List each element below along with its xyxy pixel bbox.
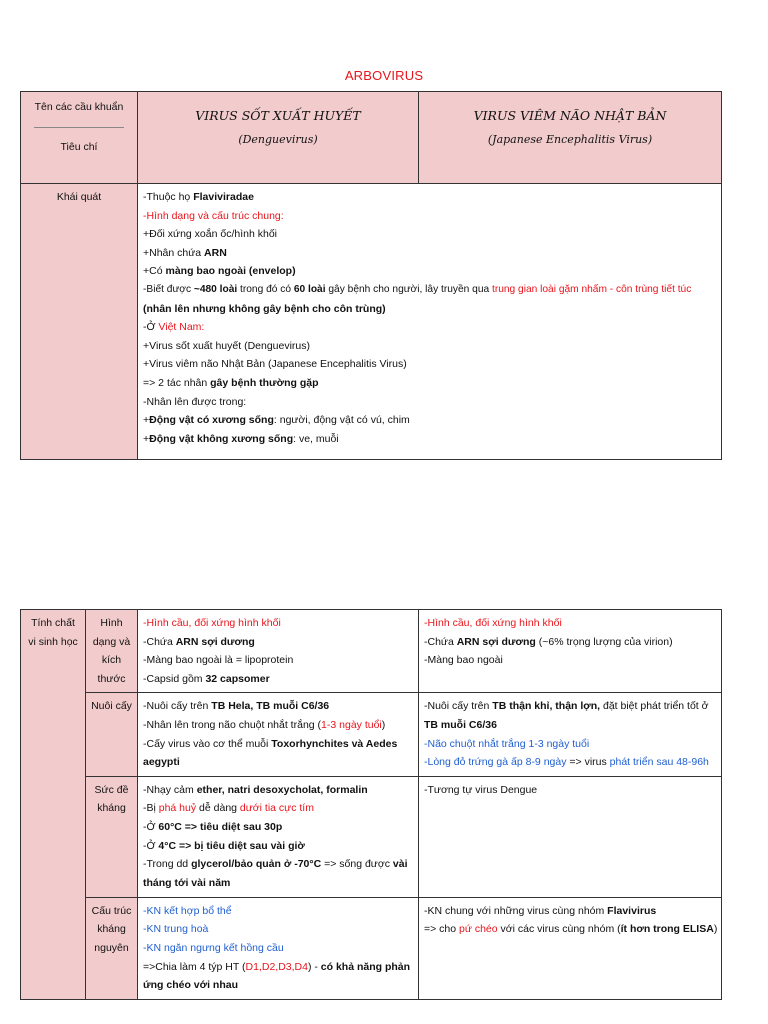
text: : ve, muỗi <box>293 432 339 445</box>
overview-line <box>143 262 716 281</box>
dengue-shape-cell <box>138 610 419 693</box>
text-bold: glycerol/bảo quản ở -70°C <box>191 858 322 871</box>
overview-table <box>20 91 722 460</box>
resistance-line <box>143 799 413 818</box>
text-bold: Toxorhynchites và Aedes aegypti <box>143 737 398 769</box>
dengue-resistance-cell <box>138 776 419 897</box>
culture-row <box>21 693 722 776</box>
shape-line: -Màng bao ngoài là = lipoprotein <box>143 654 294 667</box>
shape-label-cell: Hình dạng và kích thước <box>86 610 138 693</box>
dengue-title: VIRUS SỐT XUẤT HUYẾT <box>195 108 361 123</box>
text: dễ dàng <box>196 802 240 815</box>
text-red: trung gian loài gặm nhấm - côn trùng tiết túc <box>491 283 692 295</box>
culture-label-cell: Nuôi cấy <box>86 693 138 776</box>
overview-line: -Hình dạng và cấu trúc chung: <box>143 209 284 222</box>
text: => sống được <box>321 858 393 871</box>
text-bold: có khả năng phản ứng chéo với nhau <box>143 960 411 992</box>
je-resistance-cell <box>419 776 722 897</box>
text-blue: -Lòng đỏ trứng gà ấp 8-9 ngày <box>424 756 567 769</box>
criteria-bottom-label: Tiêu chí <box>60 140 98 153</box>
overview-line <box>143 318 716 337</box>
text-bold: ARN sợi dương <box>456 635 536 648</box>
text-bold: Động vật không xương sống <box>149 432 294 445</box>
text: ) - <box>307 960 321 973</box>
je-subtitle: (Japanese Encephalitis Virus) <box>487 133 653 146</box>
family-name: Flaviviradae <box>193 191 254 203</box>
text: -Bị <box>143 802 159 815</box>
je-title: VIRUS VIÊM NÃO NHẬT BẢN <box>473 108 667 123</box>
overview-label-cell: Khái quát <box>21 184 138 460</box>
text: ) <box>713 923 718 936</box>
diagonal-divider <box>34 127 124 128</box>
shape-row <box>21 610 722 693</box>
text-bold: Flavivirus <box>607 904 657 917</box>
overview-line: -Nhân lên được trong: <box>143 395 247 408</box>
text: +Nhân chứa <box>143 246 205 259</box>
text-bold: màng bao ngoài (envelop) <box>165 265 296 278</box>
text: + <box>143 432 150 445</box>
antigen-line: -KN ngăn ngưng kết hồng cầu <box>143 941 284 954</box>
biology-label-cell: Tính chất vi sinh học <box>21 610 86 1000</box>
shape-line: -Hình cầu, đối xứng hình khối <box>424 617 562 629</box>
text-bold: ARN <box>204 246 227 259</box>
text: + <box>143 414 150 427</box>
criteria-top-label: Tên các cầu khuẩn <box>34 101 124 113</box>
dengue-header-cell <box>138 92 419 184</box>
text-bold: ether, natri desoxycholat, formalin <box>196 783 368 796</box>
antigen-row <box>21 897 722 999</box>
text-bold: 60 loài <box>293 283 326 295</box>
resistance-line <box>143 837 413 856</box>
text: -Nhạy cảm <box>143 783 197 796</box>
overview-line <box>143 374 716 393</box>
text-bold: ~480 loài <box>193 283 238 295</box>
text: =>Chia làm 4 týp HT ( <box>143 960 246 973</box>
resistance-line <box>143 855 413 892</box>
resistance-row <box>21 776 722 897</box>
text: -Nuôi cấy trên <box>143 700 212 713</box>
overview-line <box>143 281 716 300</box>
text: => cho <box>424 923 460 936</box>
text-red: pứ chéo <box>459 923 498 936</box>
dengue-culture-cell <box>138 693 419 776</box>
antigen-line: -KN trung hoà <box>143 923 209 936</box>
antigen-line <box>424 920 716 939</box>
culture-line <box>424 753 716 772</box>
overview-line <box>143 411 716 430</box>
culture-line: -Não chuột nhắt trắng 1-3 ngày tuổi <box>424 737 590 750</box>
text: -Ở <box>143 839 159 852</box>
text: -KN chung với những virus cùng nhóm <box>424 904 608 917</box>
text-red: phá huỷ <box>158 802 197 815</box>
text: với các virus cùng nhóm ( <box>497 923 621 936</box>
criteria-header-cell <box>21 92 138 184</box>
resistance-label-cell: Sức đề kháng <box>86 776 138 897</box>
text-red: 1-3 ngày tuổi <box>321 718 382 731</box>
text: trong đó có <box>237 283 294 295</box>
text-bold: 4°C => bị tiêu diệt sau vài giờ <box>158 839 305 852</box>
text: -Ở <box>143 321 159 334</box>
text-bold: TB Hela, TB muỗi C6/36 <box>211 700 330 713</box>
text-bold: Động vật có xương sống <box>149 414 274 427</box>
antigen-label-cell: Cấu trúc kháng nguyên <box>86 897 138 999</box>
text-blue: phát triển sau 48-96h <box>609 756 709 769</box>
text: -Cấy virus vào cơ thể muỗi <box>143 737 272 750</box>
culture-line <box>424 697 716 734</box>
resistance-line <box>143 781 413 800</box>
overview-line: +Đối xứng xoắn ốc/hình khối <box>143 228 277 241</box>
culture-line <box>143 697 413 716</box>
text: -Trong dd <box>143 858 192 871</box>
text-red: Việt Nam <box>158 321 202 334</box>
text-bold: ARN sợi dương <box>175 635 255 648</box>
je-culture-cell <box>419 693 722 776</box>
overview-row <box>21 184 722 460</box>
text: ) <box>381 718 386 731</box>
text-bold: TB thận khỉ, thận lợn, <box>492 700 601 713</box>
text-bold: 60°C => tiêu diệt sau 30p <box>158 820 283 833</box>
text-red: : <box>201 321 205 334</box>
antigen-line <box>143 958 413 995</box>
overview-line: (nhân lên nhưng không gây bệnh cho côn trùng) <box>143 302 386 315</box>
shape-line <box>143 633 413 652</box>
text: => 2 tác nhân <box>143 376 211 389</box>
resistance-line: -Tương tự virus Dengue <box>424 783 538 796</box>
text: (~6% trọng lượng của virion) <box>535 635 673 648</box>
text-bold: ít hơn trong ELISA <box>620 923 714 936</box>
overview-line <box>143 188 716 207</box>
text-bold: vài tháng tới vài năm <box>143 858 408 889</box>
text: -Nhân lên trong não chuột nhắt trắng ( <box>143 718 322 731</box>
je-shape-cell <box>419 610 722 693</box>
overview-content-cell <box>138 184 722 460</box>
document-title: ARBOVIRUS <box>344 68 424 83</box>
text-bold: TB muỗi C6/36 <box>424 718 497 731</box>
shape-line: -Hình cầu, đối xứng hình khối <box>143 617 281 629</box>
text: -Ở <box>143 820 159 833</box>
overview-line: +Virus viêm não Nhật Bản (Japanese Encephalitis Virus) <box>143 358 407 371</box>
biology-table <box>20 609 722 1000</box>
text: đặt biệt phát triển tốt ở <box>600 700 709 713</box>
text: -Capsid gồm <box>143 672 206 685</box>
text-red: dưới tia cực tím <box>239 802 314 815</box>
text: -Nuôi cấy trên <box>424 700 493 713</box>
text: gây bệnh cho người, lây truyền qua <box>325 283 492 295</box>
overview-line <box>143 244 716 263</box>
text: -Biết được <box>143 283 194 295</box>
text: => virus <box>566 756 610 769</box>
text: +Có <box>143 265 166 278</box>
text-red: D1,D2,D3,D4 <box>245 960 308 973</box>
text: -Thuộc họ <box>143 191 194 203</box>
shape-line <box>143 670 413 689</box>
je-antigen-cell <box>419 897 722 999</box>
text-bold: 32 capsomer <box>205 672 270 685</box>
text-bold: gây bệnh thường gặp <box>210 376 319 389</box>
header-row <box>21 92 722 184</box>
overview-line <box>143 430 716 449</box>
text: -Chứa <box>143 635 176 648</box>
antigen-line <box>424 902 716 921</box>
je-header-cell <box>419 92 722 184</box>
culture-line <box>143 735 413 772</box>
antigen-line: -KN kết hợp bổ thể <box>143 904 232 917</box>
shape-line <box>424 633 716 652</box>
text: : người, động vật có vú, chim <box>273 414 410 427</box>
overview-line: +Virus sốt xuất huyết (Denguevirus) <box>143 339 311 352</box>
resistance-line <box>143 818 413 837</box>
text: -Chứa <box>424 635 457 648</box>
culture-line <box>143 716 413 735</box>
shape-line: -Màng bao ngoài <box>424 654 503 667</box>
dengue-antigen-cell <box>138 897 419 999</box>
dengue-subtitle: (Denguevirus) <box>238 133 318 146</box>
